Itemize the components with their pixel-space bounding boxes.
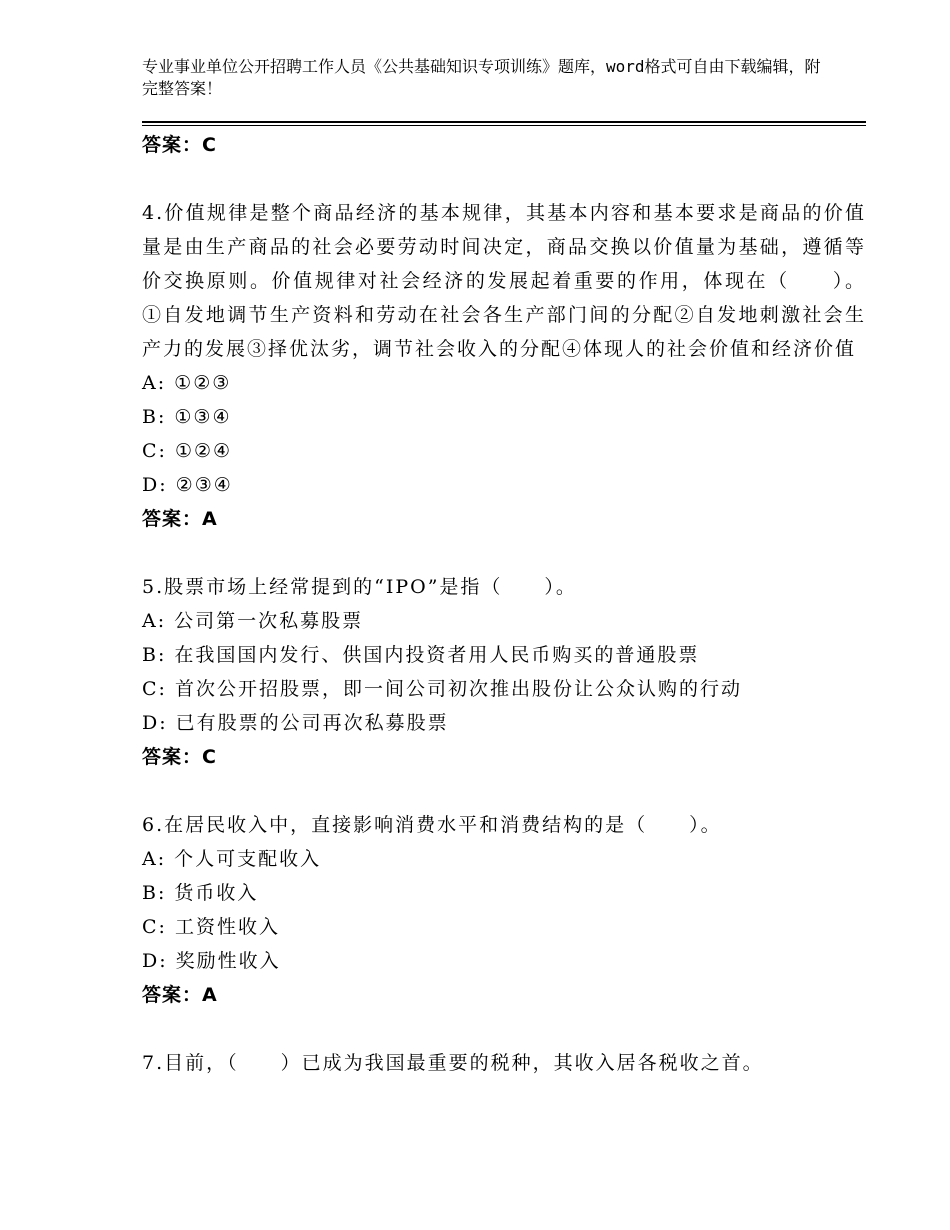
option-d: D: 奖励性收入	[142, 950, 281, 972]
page-header: 专业事业单位公开招聘工作人员《公共基础知识专项训练》题库，word格式可自由下载编辑，附完整答案！	[142, 57, 821, 98]
answer: 答案：C	[142, 746, 217, 768]
question-stem: 6.在居民收入中，直接影响消费水平和消费结构的是（ ）。	[142, 814, 722, 836]
header-rule-thick	[142, 121, 866, 123]
answer: 答案：A	[142, 508, 218, 530]
option-c: C: ①②④	[142, 440, 233, 462]
question-7	[142, 1046, 866, 1080]
question-4	[142, 196, 866, 536]
question-6	[142, 808, 866, 1012]
option-a: A: ①②③	[142, 372, 232, 394]
option-c: C: 工资性收入	[142, 916, 280, 938]
document-body	[142, 128, 866, 1080]
header-rule-thin	[142, 125, 866, 126]
question-stem: 7.目前，（ ）已成为我国最重要的税种，其收入居各税收之首。	[142, 1052, 764, 1074]
question-stem: 5.股票市场上经常提到的“IPO”是指（ ）。	[142, 576, 577, 598]
option-b: B: 货币收入	[142, 882, 259, 904]
option-a: A: 公司第一次私募股票	[142, 610, 364, 632]
answer-q3: 答案：C	[142, 134, 217, 156]
option-a: A: 个人可支配收入	[142, 848, 322, 870]
option-b: B: 在我国国内发行、供国内投资者用人民币购买的普通股票	[142, 644, 700, 666]
answer: 答案：A	[142, 984, 218, 1006]
option-d: D: ②③④	[142, 474, 233, 496]
question-5	[142, 570, 866, 774]
option-c: C: 首次公开招股票，即一间公司初次推出股份让公众认购的行动	[142, 678, 742, 700]
option-d: D: 已有股票的公司再次私募股票	[142, 712, 449, 734]
question-stem: 4.价值规律是整个商品经济的基本规律，其基本内容和基本要求是商品的价值量是由生产商品的社会必要劳动时间决定，商品交换以价值量为基础，遵循等价交换原则。价值规律对社会经济的发展起着重要的作用，体现在（ ）。①自发地调节生产资料和劳动在社会各生产部门间的分配②自发地刺激社会生产力的发展③择优汰劣，调节社会收入的分配④体现人的社会价值和经济价值	[142, 202, 866, 360]
option-b: B: ①③④	[142, 406, 232, 428]
